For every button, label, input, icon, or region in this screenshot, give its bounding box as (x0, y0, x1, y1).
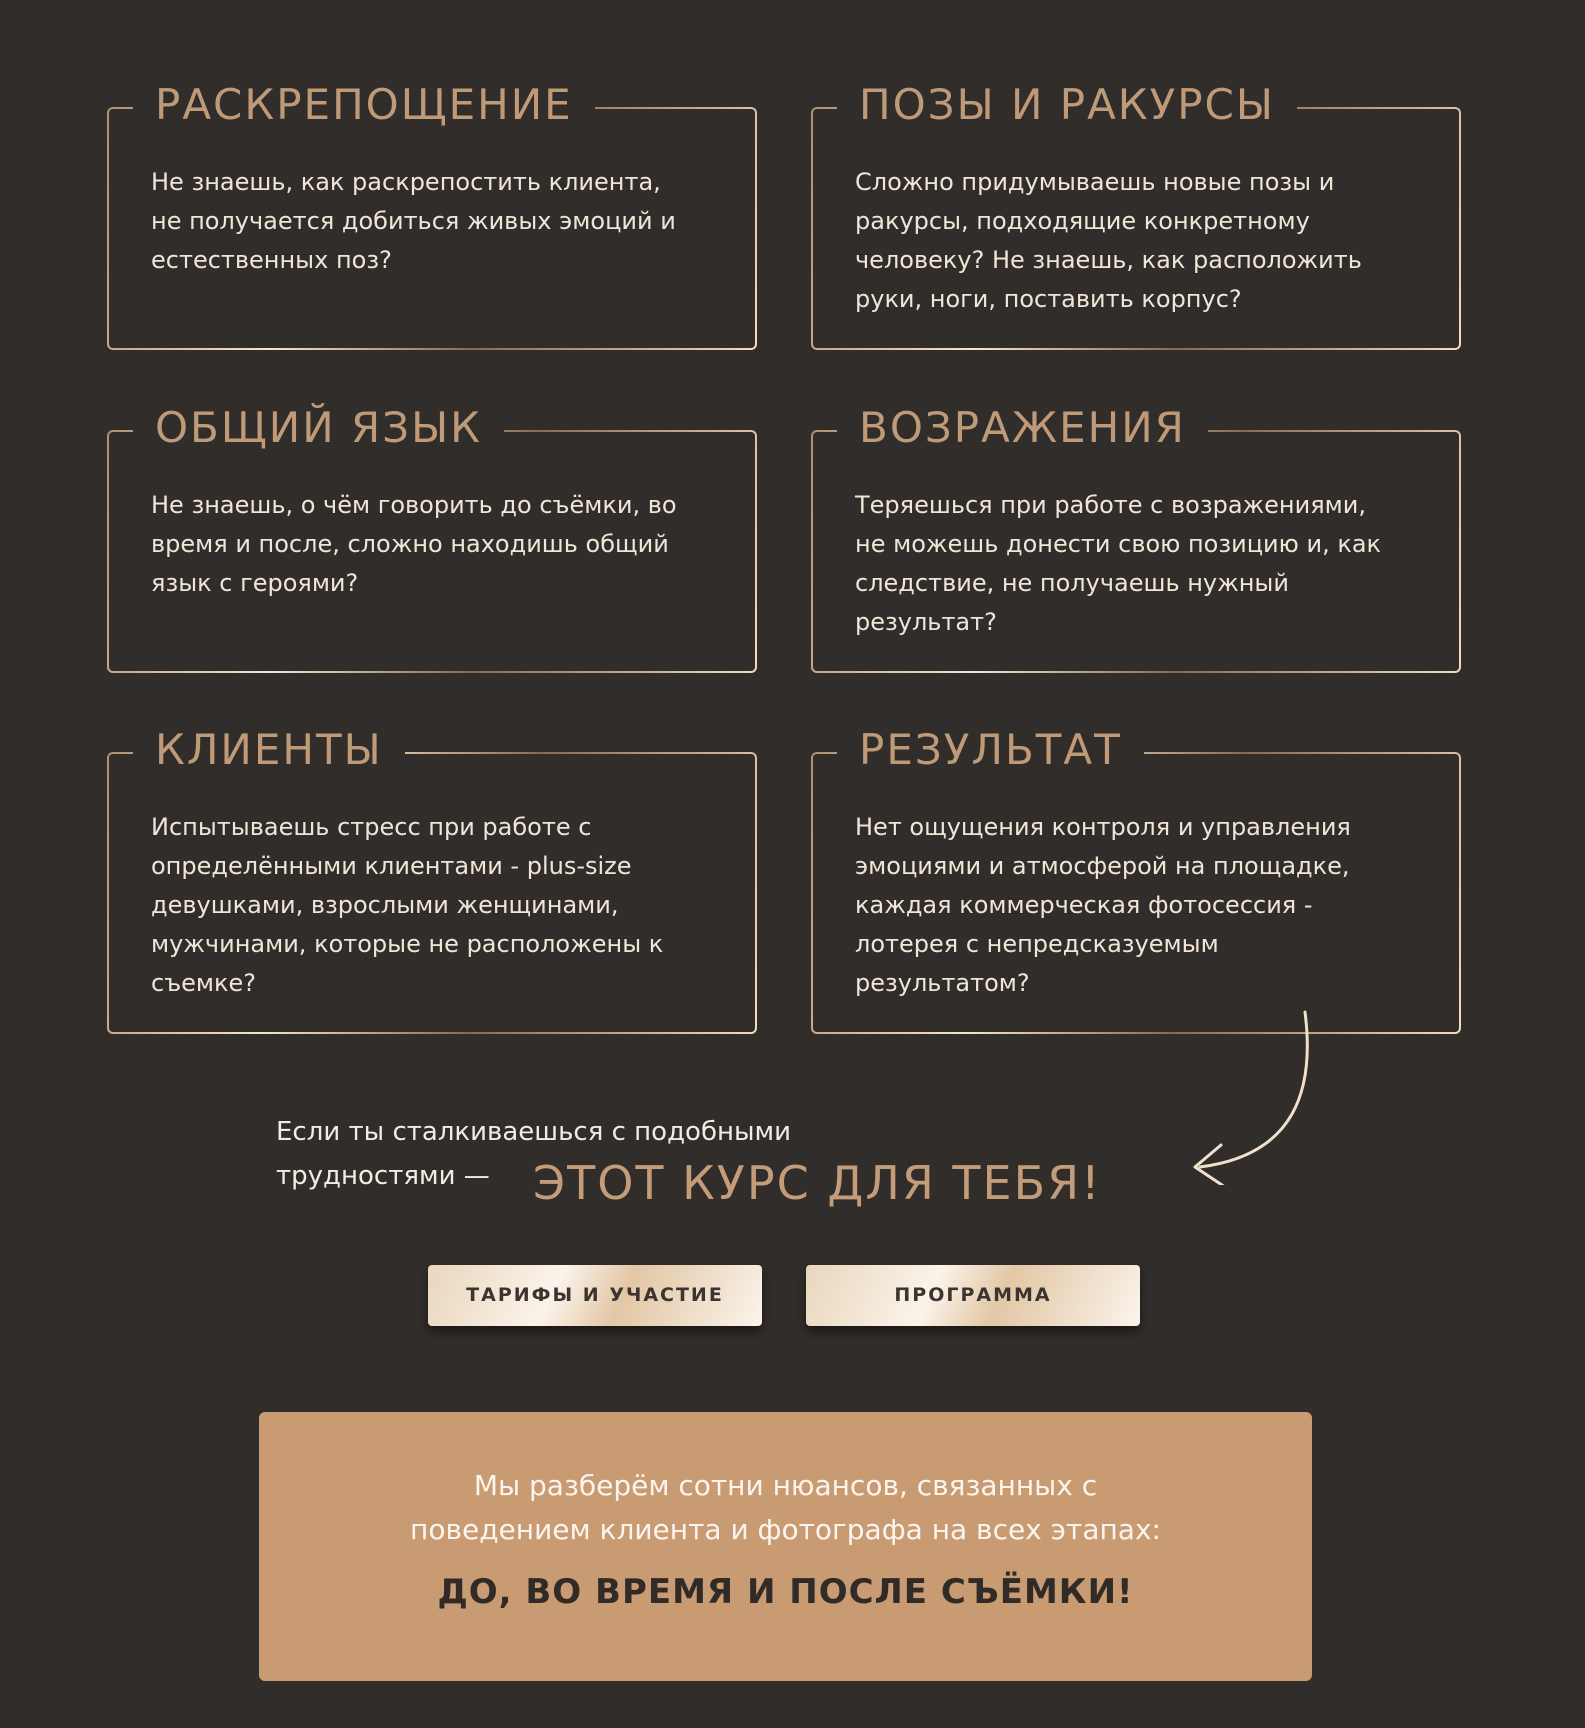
banner-text-line: Мы разберём сотни нюансов, связанных с (473, 1469, 1098, 1502)
banner-text-line: поведением клиента и фотографа на всех этапах: (410, 1513, 1161, 1546)
card-text-line: ракурсы, подходящие конкретному (855, 207, 1310, 235)
card-title: КЛИЕНТЫ (133, 720, 405, 780)
card-rezultat (811, 725, 1461, 1034)
tariffs-button[interactable]: ТАРИФЫ И УЧАСТИЕ (428, 1265, 762, 1326)
banner-headline: ДО, ВО ВРЕМЯ И ПОСЛЕ СЪЁМКИ! (437, 1572, 1134, 1612)
card-text-line: съемке? (151, 969, 257, 997)
card-text-line: не можешь донести свою позицию и, как (855, 530, 1382, 558)
card-text-line: Испытываешь стресс при работе с (151, 813, 592, 841)
card-text (855, 486, 1435, 642)
card-title: ОБЩИЙ ЯЗЫК (133, 398, 504, 458)
callout-lead-line: трудностями — (276, 1161, 490, 1191)
callout-headline: ЭТОТ КУРС ДЛЯ ТЕБЯ! (533, 1156, 1102, 1210)
card-text-line: Сложно придумываешь новые позы и (855, 168, 1335, 196)
banner-text (259, 1464, 1312, 1552)
card-text-line: язык с героями? (151, 569, 359, 597)
card-text-line: результат? (855, 608, 997, 636)
summary-banner (259, 1412, 1312, 1681)
card-title: ПОЗЫ И РАКУРСЫ (837, 75, 1297, 135)
card-text-line: эмоциями и атмосферой на площадке, (855, 852, 1350, 880)
card-text-line: девушками, взрослыми женщинами, (151, 891, 619, 919)
card-text-line: Нет ощущения контроля и управления (855, 813, 1351, 841)
card-text-line: время и после, сложно находишь общий (151, 530, 669, 558)
card-raskreposhchenie (107, 80, 757, 350)
curved-arrow-icon (1185, 1010, 1320, 1185)
card-text-line: не получается добиться живых эмоций и (151, 207, 676, 235)
card-text (151, 163, 731, 280)
card-text-line: лотерея с непредсказуемым (855, 930, 1219, 958)
card-text-line: каждая коммерческая фотосессия - (855, 891, 1313, 919)
card-obshchiy-yazyk (107, 403, 757, 673)
card-klienty (107, 725, 757, 1034)
card-pozy-i-rakursy (811, 80, 1461, 350)
callout (276, 1110, 1176, 1210)
card-vozrazheniya (811, 403, 1461, 673)
card-text-line: человеку? Не знаешь, как расположить (855, 246, 1362, 274)
card-title: ВОЗРАЖЕНИЯ (837, 398, 1208, 458)
callout-lead-line: Если ты сталкиваешься с подобными (276, 1117, 792, 1147)
card-text-line: Теряешься при работе с возражениями, (855, 491, 1366, 519)
card-text (855, 163, 1435, 319)
card-text-line: мужчинами, которые не расположены к (151, 930, 664, 958)
card-text-line: Не знаешь, как раскрепостить клиента, (151, 168, 661, 196)
card-text-line: Не знаешь, о чём говорить до съёмки, во (151, 491, 677, 519)
card-text (855, 808, 1435, 1003)
program-button[interactable]: ПРОГРАММА (806, 1265, 1140, 1326)
card-title: РАСКРЕПОЩЕНИЕ (133, 75, 595, 135)
card-text (151, 808, 731, 1003)
card-text (151, 486, 731, 603)
card-text-line: результатом? (855, 969, 1030, 997)
card-text-line: естественных поз? (151, 246, 392, 274)
card-text-line: руки, ноги, поставить корпус? (855, 285, 1242, 313)
card-text-line: определёнными клиентами - plus-size (151, 852, 632, 880)
card-text-line: следствие, не получаешь нужный (855, 569, 1289, 597)
card-title: РЕЗУЛЬТАТ (837, 720, 1144, 780)
